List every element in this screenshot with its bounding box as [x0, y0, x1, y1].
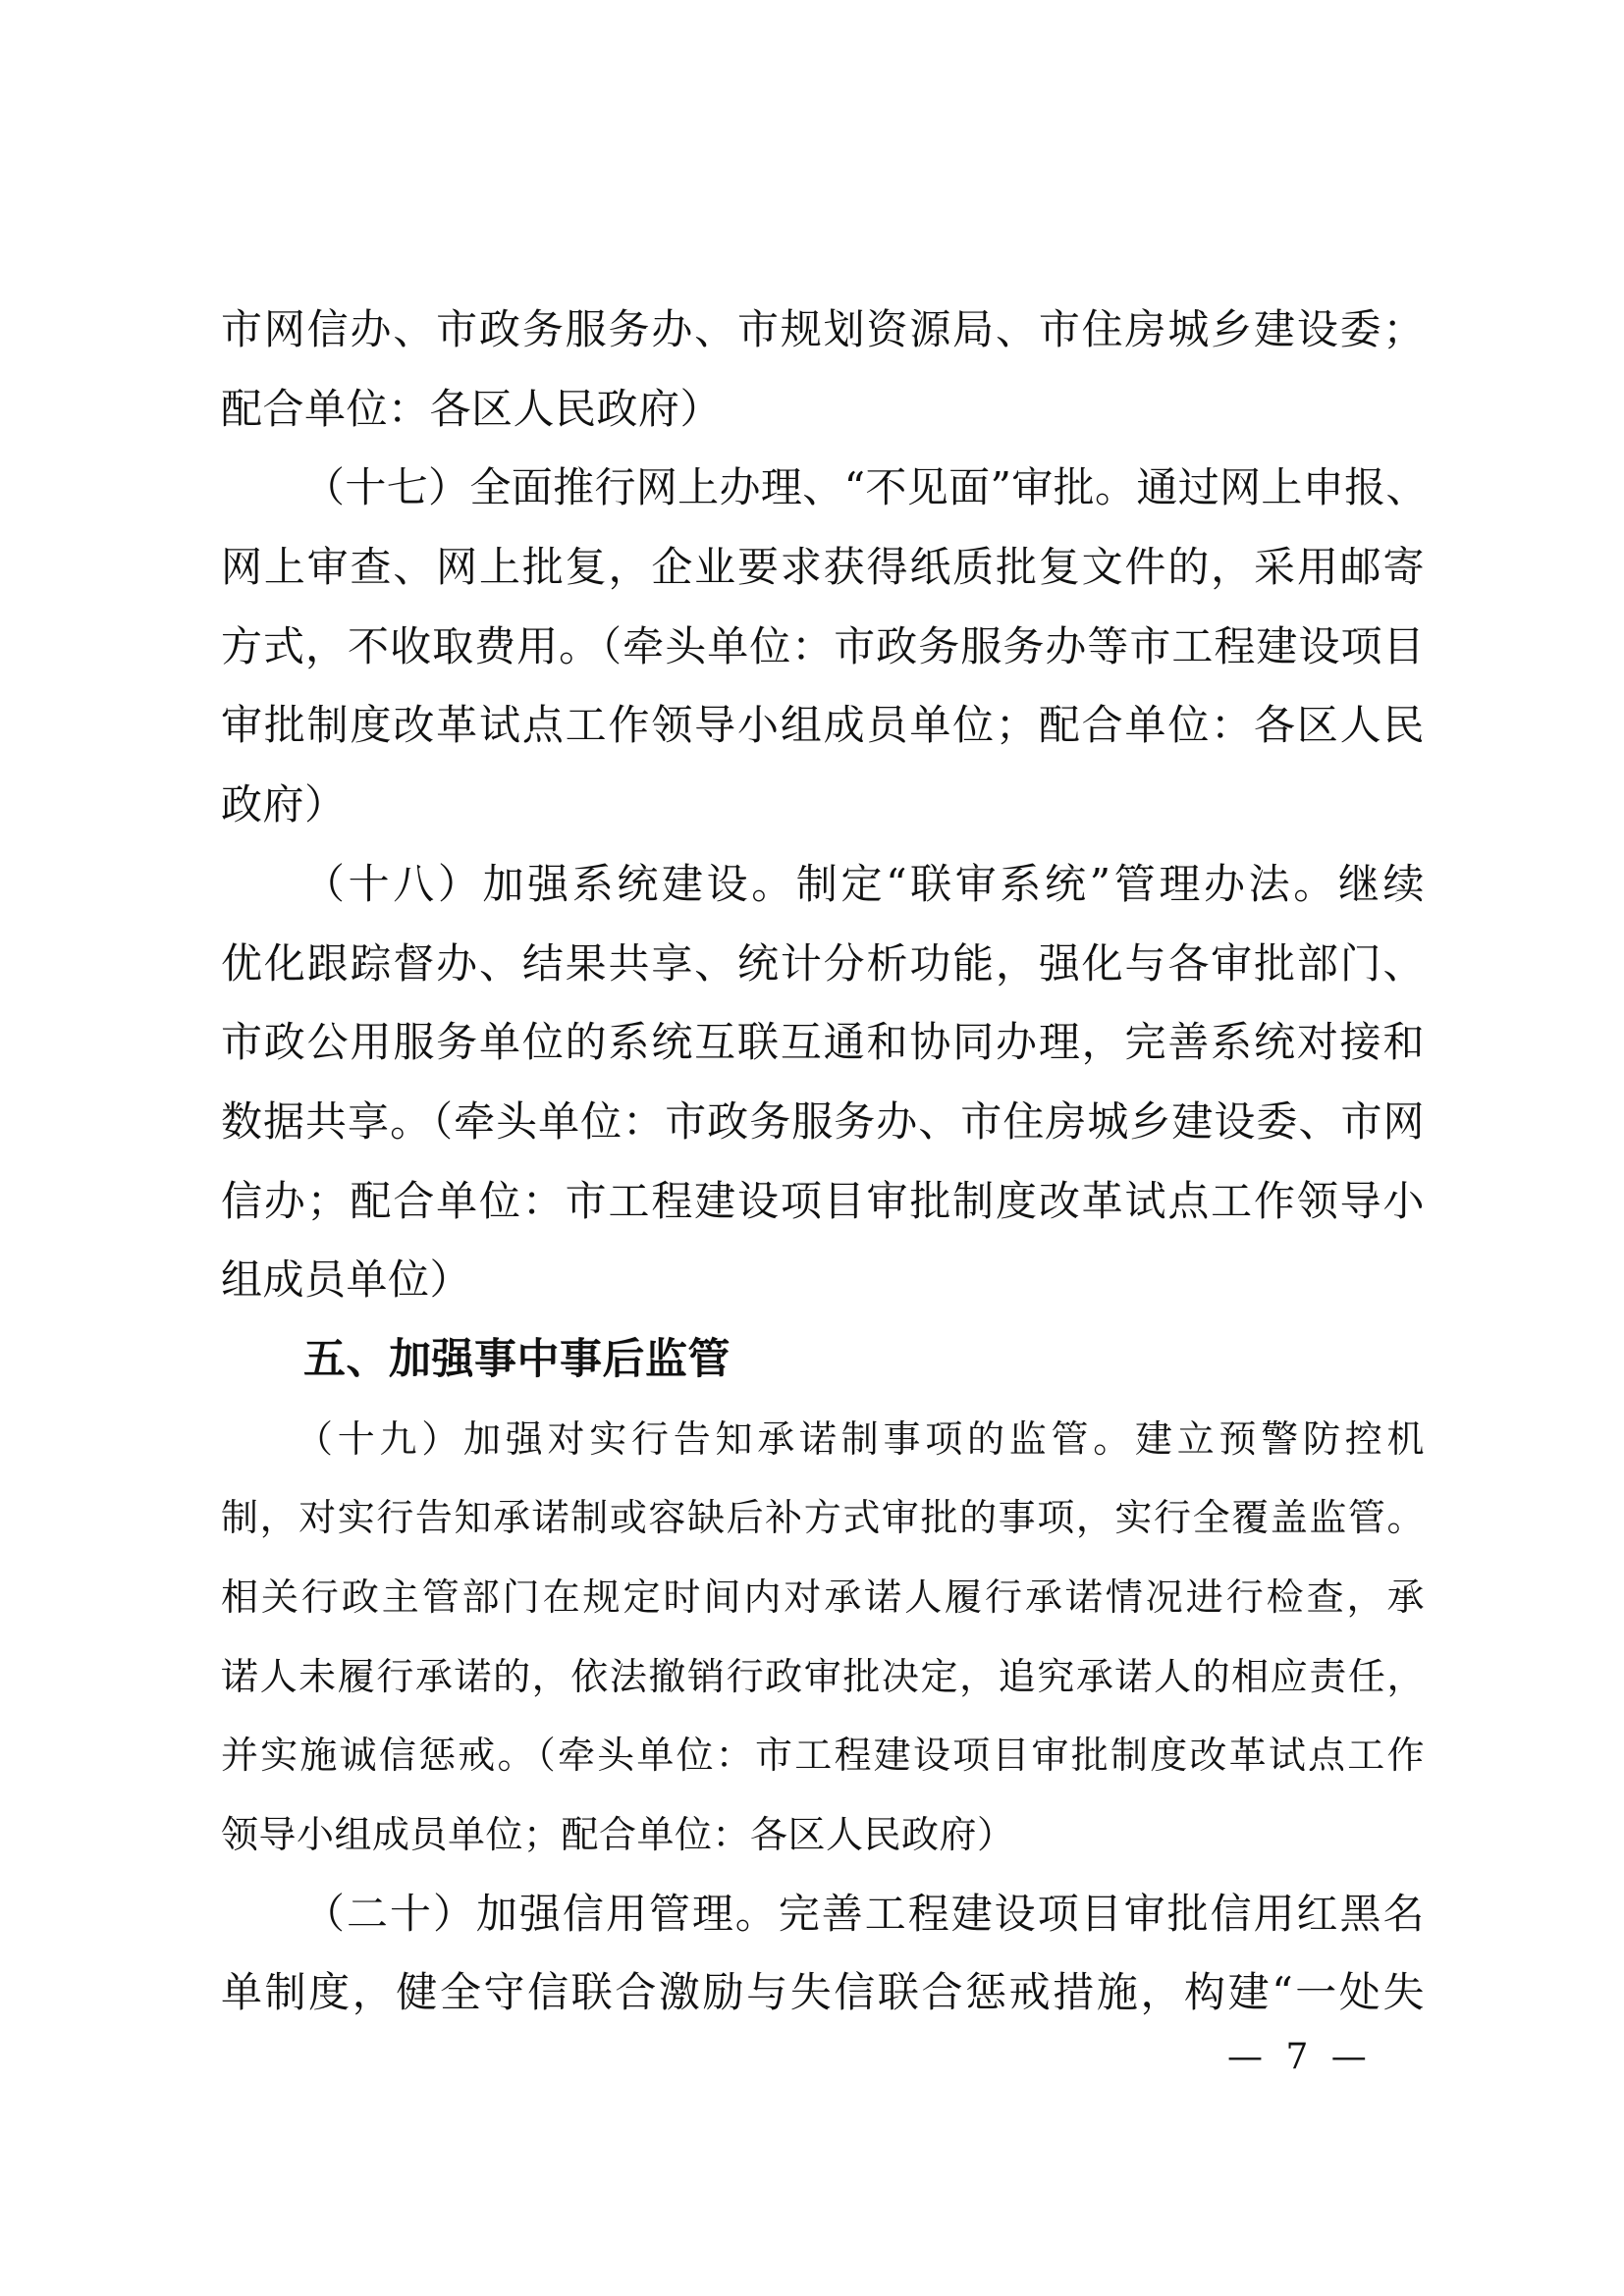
text-line: 政府）	[221, 780, 347, 829]
page-number: — 7 —	[1227, 2037, 1373, 2077]
text-line: 相关行政主管部门在规定时间内对承诺人履行承诺情况进行检查，承	[221, 1575, 1425, 1619]
text-line: 制，对实行告知承诺制或容缺后补方式审批的事项，实行全覆盖监管。	[221, 1496, 1425, 1540]
text-line: （十九）加强对实行告知承诺制事项的监管。建立预警防控机	[296, 1416, 1425, 1461]
text-line: 网上审查、网上批复，企业要求获得纸质批复文件的，采用邮寄	[221, 543, 1425, 592]
text-line: 诺人未履行承诺的，依法撤销行政审批决定，追究承诺人的相应责任，	[221, 1654, 1425, 1698]
text-line: 信办；配合单位：市工程建设项目审批制度改革试点工作领导小	[221, 1176, 1425, 1225]
text-line: 配合单位：各区人民政府）	[221, 384, 723, 433]
text-line: 市网信办、市政务服务办、市规划资源局、市住房城乡建设委；	[221, 305, 1425, 353]
document-body	[221, 291, 1425, 2033]
text-line: 方式，不收取费用。（牵头单位：市政务服务办等市工程建设项目	[221, 621, 1425, 670]
text-line: 审批制度改革试点工作领导小组成员单位；配合单位：各区人民	[221, 701, 1425, 750]
section-heading: 五、加强事中事后监管	[303, 1335, 731, 1383]
text-line: 领导小组成员单位；配合单位：各区人民政府）	[221, 1813, 1015, 1857]
text-line: （十八）加强系统建设。制定“联审系统”管理办法。继续	[303, 859, 1425, 908]
text-line: 单制度，健全守信联合激励与失信联合惩戒措施，构建“一处失	[221, 1968, 1425, 2017]
text-line: 组成员单位）	[221, 1255, 472, 1305]
text-line: 数据共享。（牵头单位：市政务服务办、市住房城乡建设委、市网	[221, 1096, 1425, 1146]
text-line: （十七）全面推行网上办理、“不见面”审批。通过网上申报、	[303, 463, 1425, 512]
text-line: 并实施诚信惩戒。（牵头单位：市工程建设项目审批制度改革试点工作	[221, 1734, 1425, 1778]
text-line: 市政公用服务单位的系统互联互通和协同办理，完善系统对接和	[221, 1018, 1425, 1067]
text-line: （二十）加强信用管理。完善工程建设项目审批信用红黑名	[303, 1889, 1425, 1938]
text-line: 优化跟踪督办、结果共享、统计分析功能，强化与各审批部门、	[221, 938, 1425, 988]
